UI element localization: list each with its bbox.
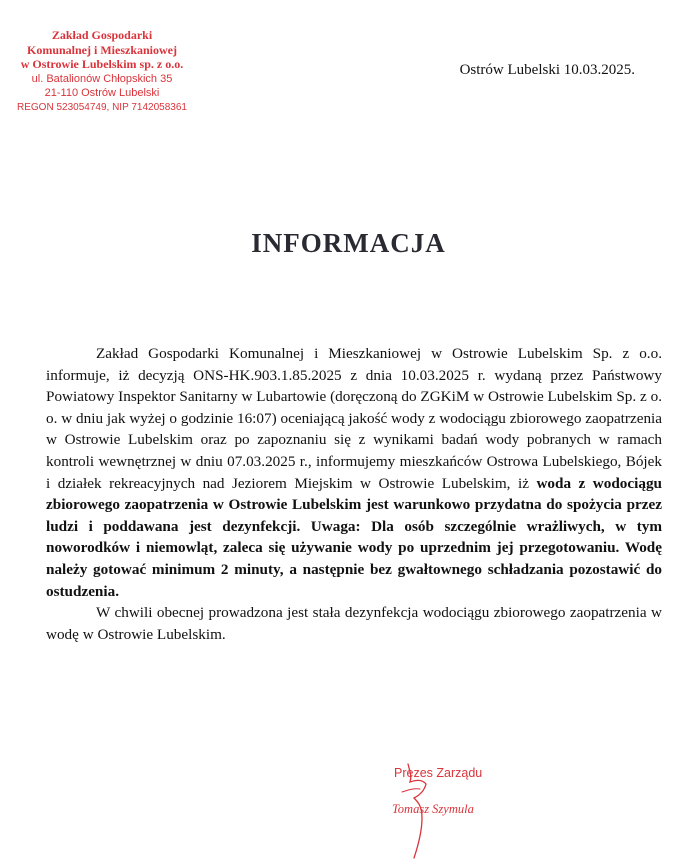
stamp-line-regon-nip: REGON 523054749, NIP 7142058361 [17, 101, 187, 113]
signature-block [388, 762, 508, 862]
place-date: Ostrów Lubelski 10.03.2025. [459, 62, 635, 78]
paragraph-main-bold: woda z wodociągu zbiorowego zaopatrzenia w Ostrowie Lubelskim jest warunkowo przydatna do spożycia przez ludzi i poddawana jest dezynfekcji. Uwaga: Dla osób szczególnie wrażliwych, w tym noworodków i niemowląt, zaleca się używanie wody po uprzednim jej przegotowaniu. Wodę należy gotować minimum 2 minuty, a następnie bez gwałtownego schładzania pozostawić do ostudzenia. [46, 474, 662, 600]
stamp-line-postal: 21-110 Ostrów Lubelski [44, 87, 160, 99]
stamp-line-location: w Ostrowie Lubelskim sp. z o.o. [20, 57, 184, 71]
handwritten-signature-icon [388, 762, 508, 862]
paragraph-disinfection: W chwili obecnej prowadzona jest stała dezynfekcja wodociągu zbiorowego zaopatrzenia w wodę w Ostrowie Lubelskim. [46, 604, 662, 643]
document-title: INFORMACJA [251, 228, 446, 258]
paragraph-main-intro: Zakład Gospodarki Komunalnej i Mieszkaniowej w Ostrowie Lubelskim Sp. z o.o. informuje, iż decyzją ONS-HK.903.1.85.2025 z dnia 10.03.2025 r. wydaną przez Państwowy Powiatowy Inspektor Sanitarny w Lubartowie (doręczoną do ZGKiM w Ostrowie Lubelskim Sp. z o. o. w dniu jak wyżej o godzinie 16:07) oceniającą jakość wody z wodociągu zbiorowego zaopatrzenia w Ostrowie Lubelskim oraz po zapoznaniu się z wynikami badań wody pobranych w ramach kontroli wewnętrznej w dniu 07.03.2025 r., informujemy mieszkańców Ostrowa Lubelskiego, Bójek i działek rekreacyjnych nad Jeziorem Miejskim w Ostrowie Lubelskim, iż [46, 345, 662, 492]
company-stamp [12, 28, 192, 115]
stamp-line-name-cont: Komunalnej i Mieszkaniowej [27, 42, 177, 57]
stamp-line-street: ul. Batalionów Chłopskich 35 [31, 72, 173, 85]
signatory-role: Prezes Zarządu [394, 766, 483, 780]
stamp-line-name: Zakład Gospodarki [51, 28, 153, 42]
signatory-name: Tomasz Szymula [392, 802, 474, 816]
document-body [46, 343, 662, 645]
paragraph-main [46, 343, 662, 602]
